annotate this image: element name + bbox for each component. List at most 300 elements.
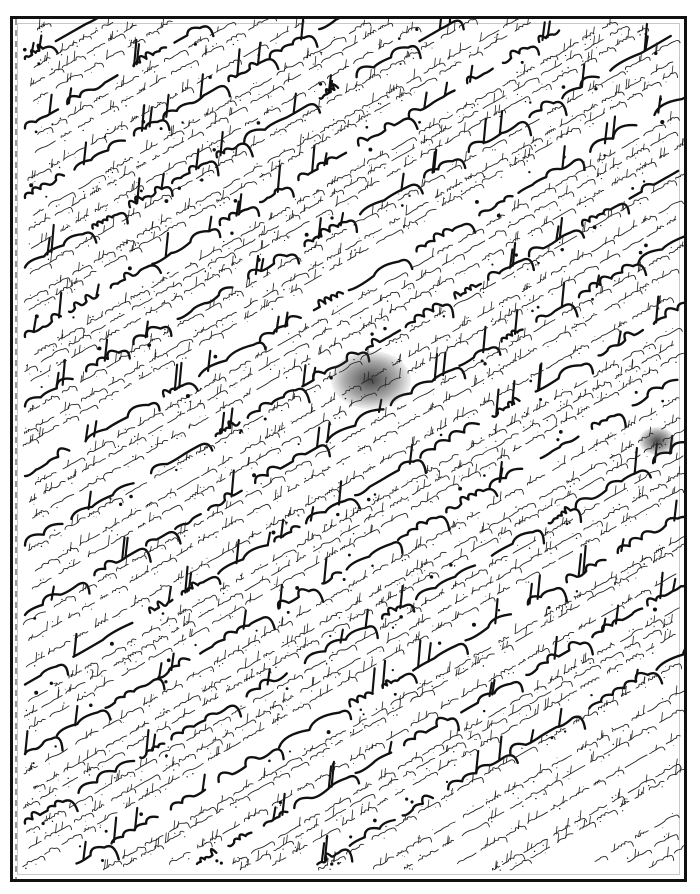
diacritic-dot: [219, 477, 220, 478]
script-stroke: [163, 142, 184, 154]
script-stroke: [44, 811, 66, 822]
script-stroke: [35, 344, 57, 355]
script-stroke: [477, 719, 478, 724]
script-stroke: [448, 46, 471, 59]
script-stroke: [513, 705, 514, 714]
diacritic-dot: [99, 332, 100, 333]
script-stroke: [522, 413, 529, 418]
diacritic-dot: [445, 422, 446, 423]
diacritic-dot: [138, 242, 139, 243]
script-stroke: [205, 274, 220, 281]
script-stroke: [23, 440, 39, 447]
script-stroke: [624, 483, 625, 489]
script-stroke: [547, 140, 548, 145]
script-stroke: [368, 154, 389, 164]
script-stroke: [543, 702, 559, 710]
diacritic-dot: [483, 292, 484, 293]
script-stroke: [52, 622, 62, 628]
script-stroke: [447, 138, 448, 142]
script-stroke: [360, 747, 361, 755]
script-stroke: [366, 743, 385, 752]
script-stroke: [322, 843, 324, 862]
script-stroke: [95, 801, 96, 811]
script-stroke: [270, 31, 288, 41]
script-stroke: [480, 30, 499, 41]
script-stroke: [188, 564, 209, 574]
diacritic-dot: [399, 583, 400, 584]
script-stroke: [310, 689, 332, 702]
script-stroke: [304, 52, 322, 60]
script-stroke: [291, 762, 309, 770]
script-stroke: [250, 78, 271, 90]
script-stroke: [513, 379, 528, 388]
script-stroke: [520, 349, 521, 359]
diacritic-dot: [96, 186, 97, 187]
diacritic-dot: [33, 183, 34, 184]
diacritic-dot: [210, 753, 211, 754]
diacritic-dot: [314, 91, 315, 92]
script-stroke: [51, 494, 74, 507]
diacritic-dot: [467, 779, 468, 780]
script-stroke: [80, 102, 81, 110]
diacritic-dot: [416, 636, 417, 637]
script-stroke: [580, 393, 581, 399]
script-stroke: [98, 574, 116, 582]
diacritic-dot: [633, 497, 634, 498]
script-stroke: [24, 802, 40, 809]
script-stroke: [151, 444, 212, 473]
diacritic-dot: [413, 58, 414, 59]
diacritic-dot: [227, 685, 228, 686]
script-stroke: [487, 838, 488, 847]
script-stroke: [417, 758, 435, 768]
script-stroke: [275, 425, 276, 433]
script-stroke: [660, 345, 661, 353]
script-stroke: [157, 437, 158, 447]
diacritic-dot: [664, 677, 665, 678]
script-stroke: [340, 798, 341, 803]
script-stroke: [562, 236, 563, 244]
diacritic-dot: [295, 586, 299, 590]
script-stroke: [556, 43, 578, 56]
diacritic-dot: [585, 507, 586, 508]
script-stroke: [34, 319, 36, 333]
script-stroke: [216, 400, 243, 413]
script-stroke: [676, 453, 677, 460]
script-stroke: [447, 341, 468, 351]
diacritic-dot: [569, 522, 571, 524]
diacritic-dot: [308, 363, 309, 364]
diacritic-dot: [611, 454, 612, 455]
script-stroke: [78, 118, 93, 128]
diacritic-dot: [284, 431, 285, 432]
diacritic-dot: [193, 119, 194, 120]
script-stroke: [592, 104, 593, 109]
script-stroke: [413, 436, 414, 444]
diacritic-dot: [398, 422, 399, 423]
script-stroke: [312, 470, 313, 478]
diacritic-dot: [278, 713, 279, 714]
script-stroke: [633, 380, 678, 406]
diacritic-dot: [552, 293, 553, 294]
diacritic-dot: [237, 40, 238, 41]
script-stroke: [398, 405, 406, 410]
diacritic-dot: [415, 372, 416, 373]
diacritic-dot: [667, 214, 668, 215]
script-stroke: [373, 292, 399, 305]
diacritic-dot: [185, 357, 186, 358]
script-stroke: [453, 321, 471, 332]
diacritic-dot: [49, 163, 50, 164]
script-stroke: [541, 222, 553, 227]
script-stroke: [305, 626, 378, 663]
diacritic-dot: [112, 399, 113, 400]
script-stroke: [157, 21, 172, 30]
script-stroke: [88, 315, 89, 324]
diacritic-dot: [145, 228, 146, 229]
diacritic-dot: [200, 178, 203, 181]
script-stroke: [152, 558, 177, 570]
script-stroke: [574, 666, 600, 679]
diacritic-dot: [475, 378, 476, 379]
script-stroke: [237, 659, 260, 672]
script-stroke: [659, 489, 684, 501]
script-stroke: [131, 40, 132, 45]
script-stroke: [171, 433, 185, 439]
script-stroke: [418, 640, 420, 667]
diacritic-dot: [64, 140, 65, 141]
script-stroke: [307, 355, 308, 361]
diacritic-dot: [208, 75, 211, 78]
diacritic-dot: [276, 129, 277, 130]
diacritic-dot: [583, 786, 584, 787]
script-stroke: [518, 82, 519, 88]
diacritic-dot: [402, 560, 403, 562]
script-stroke: [294, 776, 359, 808]
diacritic-dot: [318, 69, 319, 70]
diacritic-dot: [305, 233, 309, 237]
script-stroke: [79, 345, 80, 353]
diacritic-dot: [269, 659, 270, 660]
script-stroke: [332, 303, 353, 315]
script-stroke: [59, 61, 60, 70]
script-stroke: [176, 294, 177, 298]
script-stroke: [104, 860, 105, 869]
diacritic-dot: [247, 321, 248, 322]
diacritic-dot: [45, 832, 46, 833]
script-stroke: [174, 639, 186, 646]
diacritic-dot: [132, 456, 133, 457]
diacritic-dot: [182, 636, 183, 637]
script-stroke: [95, 441, 96, 450]
script-stroke: [63, 147, 85, 160]
script-stroke: [500, 111, 502, 134]
diacritic-dot: [513, 672, 514, 673]
script-stroke: [140, 758, 141, 767]
diacritic-dot: [170, 497, 171, 498]
script-stroke: [304, 473, 324, 482]
script-stroke: [222, 238, 241, 247]
script-stroke: [255, 445, 330, 483]
diacritic-dot: [597, 526, 598, 527]
script-stroke: [56, 287, 72, 294]
diacritic-dot: [384, 167, 385, 168]
script-stroke: [246, 490, 262, 497]
script-stroke: [217, 657, 218, 663]
diacritic-dot: [604, 214, 605, 216]
diacritic-dot: [453, 751, 454, 752]
script-stroke: [162, 277, 163, 281]
script-stroke: [245, 579, 270, 591]
diacritic-dot: [488, 524, 489, 525]
script-stroke: [171, 61, 198, 75]
script-stroke: [56, 824, 57, 833]
diacritic-dot: [420, 855, 421, 856]
script-stroke: [309, 64, 321, 69]
diacritic-dot: [675, 362, 676, 363]
script-stroke: [152, 783, 153, 792]
script-stroke: [360, 323, 376, 331]
diacritic-dot: [484, 176, 485, 177]
diacritic-dot: [362, 804, 363, 805]
script-stroke: [88, 441, 115, 454]
diacritic-dot: [198, 599, 199, 600]
diacritic-dot: [155, 796, 156, 797]
script-stroke: [456, 669, 468, 676]
script-stroke: [165, 538, 178, 543]
script-stroke: [315, 270, 316, 279]
script-stroke: [390, 489, 399, 494]
diacritic-dot: [156, 311, 157, 312]
script-stroke: [421, 270, 422, 277]
script-stroke: [312, 319, 328, 326]
ink-blot: [331, 351, 411, 409]
script-stroke: [470, 66, 472, 82]
script-stroke: [273, 283, 274, 291]
diacritic-dot: [495, 429, 496, 430]
script-stroke: [46, 484, 47, 493]
script-stroke: [578, 250, 579, 260]
script-stroke: [169, 163, 170, 170]
script-stroke: [163, 684, 183, 694]
diacritic-dot: [669, 617, 670, 618]
diacritic-dot: [335, 613, 336, 614]
diacritic-dot: [96, 376, 97, 377]
diacritic-dot: [420, 683, 421, 684]
script-stroke: [621, 367, 622, 375]
diacritic-dot: [368, 290, 369, 291]
script-stroke: [226, 501, 227, 508]
diacritic-dot: [101, 794, 102, 795]
diacritic-dot: [89, 317, 90, 318]
diacritic-dot: [573, 483, 574, 484]
script-stroke: [574, 381, 587, 388]
script-stroke: [216, 101, 237, 110]
script-stroke: [334, 852, 335, 862]
diacritic-dot: [68, 460, 69, 461]
diacritic-dot: [359, 238, 360, 239]
diacritic-dot: [33, 504, 34, 505]
diacritic-dot: [422, 806, 423, 807]
script-stroke: [289, 510, 290, 516]
diacritic-dot: [459, 528, 460, 529]
diacritic-dot: [355, 507, 356, 508]
diacritic-dot: [76, 217, 77, 218]
diacritic-dot: [164, 329, 165, 330]
diacritic-dot: [286, 556, 287, 557]
diacritic-dot: [312, 497, 313, 498]
script-stroke: [221, 474, 222, 480]
script-stroke: [487, 112, 488, 120]
diacritic-dot: [85, 804, 86, 805]
script-stroke: [230, 607, 246, 614]
script-stroke: [579, 554, 581, 575]
script-stroke: [388, 455, 389, 459]
diacritic-dot: [399, 63, 401, 65]
script-stroke: [496, 34, 497, 42]
diacritic-dot: [74, 289, 75, 290]
diacritic-dot: [233, 44, 234, 45]
script-stroke: [510, 160, 525, 166]
script-stroke: [291, 288, 302, 293]
diacritic-dot: [651, 419, 652, 420]
script-stroke: [73, 623, 132, 657]
script-stroke: [30, 765, 31, 770]
script-stroke: [227, 34, 246, 43]
script-stroke: [382, 674, 416, 688]
diacritic-dot: [86, 825, 87, 826]
diacritic-dot: [147, 790, 148, 791]
script-stroke: [371, 315, 372, 324]
diacritic-dot: [526, 715, 527, 716]
script-stroke: [82, 603, 94, 610]
diacritic-dot: [446, 800, 447, 801]
script-stroke: [457, 410, 458, 420]
script-stroke: [163, 86, 230, 119]
diacritic-dot: [572, 116, 573, 117]
diacritic-dot: [271, 531, 275, 535]
diacritic-dot: [222, 324, 223, 325]
diacritic-dot: [581, 660, 582, 661]
script-stroke: [446, 254, 447, 263]
script-stroke: [274, 517, 275, 525]
script-stroke: [581, 538, 599, 546]
diacritic-dot: [30, 295, 31, 296]
script-stroke: [495, 791, 496, 799]
diacritic-dot: [531, 557, 532, 558]
script-stroke: [86, 351, 130, 372]
diacritic-dot: [537, 432, 538, 433]
script-stroke: [304, 420, 331, 433]
script-stroke: [438, 245, 453, 254]
script-stroke: [223, 456, 224, 464]
script-stroke: [651, 62, 673, 75]
script-stroke: [616, 37, 635, 46]
script-stroke: [615, 179, 616, 184]
diacritic-dot: [248, 418, 249, 419]
script-stroke: [469, 117, 491, 130]
script-stroke: [272, 236, 288, 243]
script-stroke: [416, 268, 441, 280]
diacritic-dot: [311, 690, 312, 691]
diacritic-dot: [485, 596, 486, 597]
diacritic-dot: [407, 608, 408, 609]
diacritic-dot: [340, 673, 341, 674]
script-stroke: [643, 705, 644, 714]
diacritic-dot: [546, 735, 547, 736]
diacritic-dot: [56, 205, 57, 206]
diacritic-dot: [212, 46, 213, 47]
script-stroke: [207, 512, 222, 519]
diacritic-dot: [529, 299, 530, 300]
handwritten-script-body: [13, 19, 684, 879]
script-stroke: [80, 534, 100, 545]
script-stroke: [289, 396, 301, 401]
script-stroke: [327, 95, 342, 104]
script-stroke: [177, 477, 199, 490]
script-stroke: [277, 579, 278, 587]
script-stroke: [213, 717, 230, 725]
script-stroke: [51, 162, 60, 168]
script-stroke: [147, 174, 164, 182]
diacritic-dot: [286, 522, 288, 524]
script-stroke: [323, 467, 331, 472]
script-stroke: [652, 861, 653, 865]
diacritic-dot: [207, 141, 208, 142]
diacritic-dot: [281, 410, 282, 411]
script-stroke: [214, 658, 225, 664]
diacritic-dot: [432, 502, 433, 503]
diacritic-dot: [454, 565, 455, 566]
script-stroke: [245, 313, 246, 319]
diacritic-dot: [613, 507, 614, 508]
diacritic-dot: [547, 606, 550, 609]
script-stroke: [319, 865, 328, 870]
diacritic-dot: [483, 383, 484, 384]
diacritic-dot: [205, 270, 206, 271]
script-stroke: [569, 277, 570, 281]
script-stroke: [354, 214, 379, 226]
script-stroke: [355, 460, 426, 495]
script-stroke: [534, 402, 549, 412]
script-stroke: [106, 332, 107, 338]
script-stroke: [184, 709, 185, 717]
script-stroke: [500, 360, 516, 370]
script-stroke: [131, 598, 149, 607]
diacritic-dot: [160, 619, 161, 620]
script-stroke: [432, 335, 450, 344]
diacritic-dot: [457, 519, 458, 520]
diacritic-dot: [122, 241, 123, 242]
diacritic-dot: [181, 468, 182, 469]
script-stroke: [178, 574, 179, 580]
script-stroke: [548, 698, 549, 708]
diacritic-dot: [615, 795, 616, 796]
script-stroke: [192, 595, 217, 607]
diacritic-dot: [131, 645, 132, 646]
script-stroke: [124, 25, 136, 32]
diacritic-dot: [84, 347, 85, 348]
script-stroke: [659, 201, 684, 213]
diacritic-dot: [135, 661, 136, 662]
diacritic-dot: [210, 267, 211, 268]
diacritic-dot: [135, 508, 136, 509]
diacritic-dot: [627, 490, 628, 491]
diacritic-dot: [656, 360, 657, 361]
diacritic-dot: [498, 347, 499, 348]
diacritic-dot: [335, 677, 336, 678]
diacritic-dot: [214, 355, 218, 359]
